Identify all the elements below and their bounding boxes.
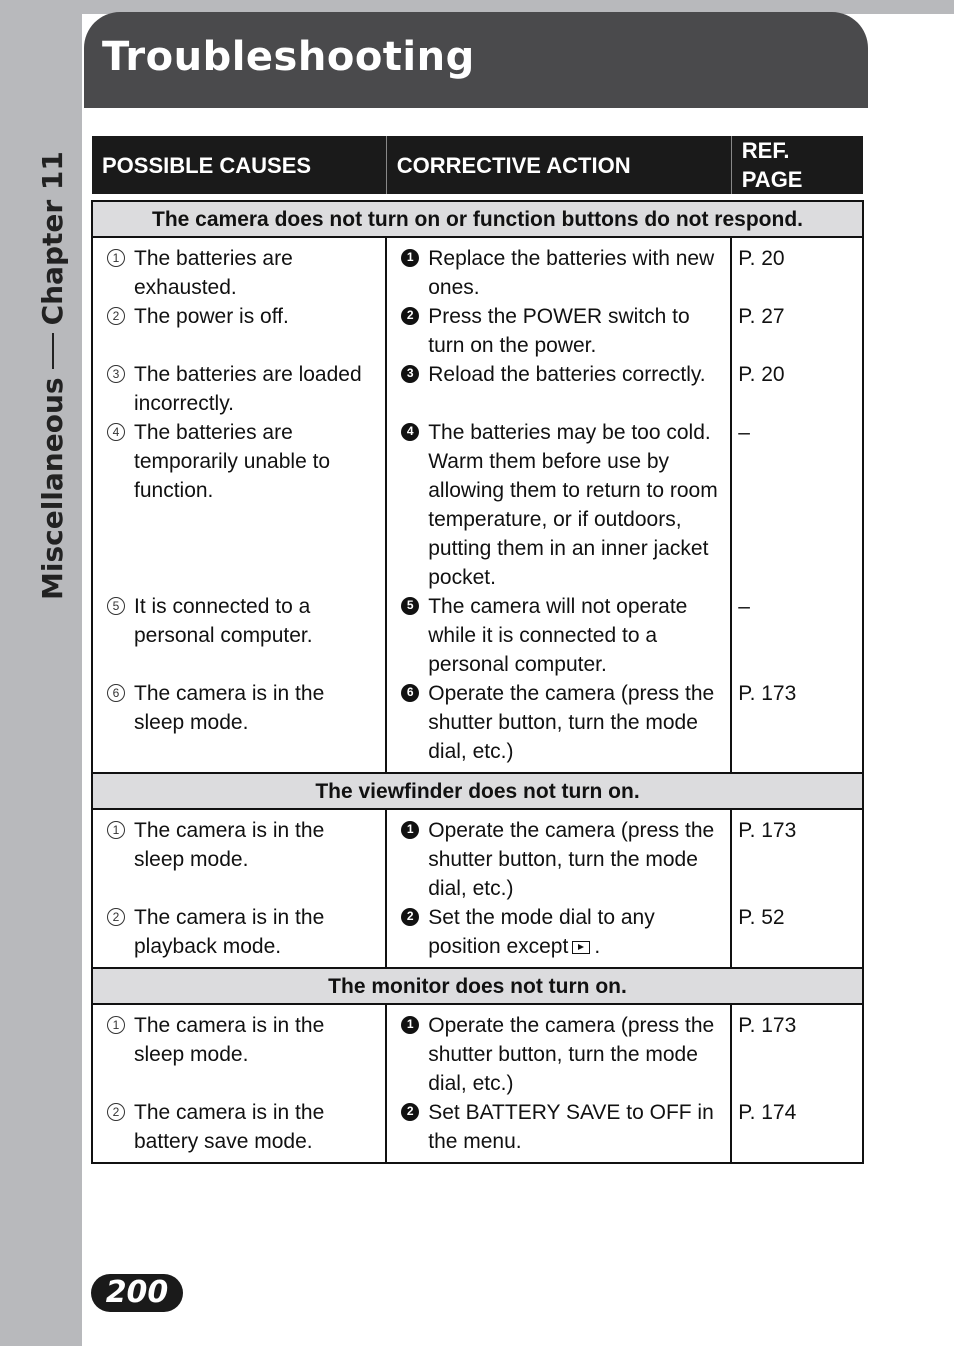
list-item: 2 Set the mode dial to any position except . bbox=[401, 903, 720, 961]
numbered-bullet-icon: 2 bbox=[401, 1103, 419, 1121]
numbered-bullet-icon: 1 bbox=[401, 249, 419, 267]
list-item: 2 Press the POWER switch to turn on the power. bbox=[401, 302, 720, 360]
list-item: 2 Set BATTERY SAVE to OFF in the menu. bbox=[401, 1098, 720, 1156]
list-item: 2 The power is off. bbox=[107, 302, 375, 360]
refs-cell bbox=[731, 809, 863, 968]
circled-number-icon: 2 bbox=[107, 307, 125, 325]
list-item: 5 It is connected to a personal computer. bbox=[107, 592, 375, 679]
playback-mode-icon bbox=[572, 941, 590, 954]
numbered-bullet-icon: 6 bbox=[401, 684, 419, 702]
list-item: 1 The camera is in the sleep mode. bbox=[107, 1011, 375, 1098]
causes-cell bbox=[92, 1004, 386, 1163]
page-number: 200 bbox=[91, 1274, 183, 1312]
section-title: The monitor does not turn on. bbox=[92, 968, 863, 1004]
ref-page: P. 173 bbox=[738, 682, 797, 705]
circled-number-icon: 2 bbox=[107, 908, 125, 926]
circled-number-icon: 1 bbox=[107, 249, 125, 267]
numbered-bullet-icon: 5 bbox=[401, 597, 419, 615]
list-item: 1 The batteries are exhausted. bbox=[107, 244, 375, 302]
list-item: 1 The camera is in the sleep mode. bbox=[107, 816, 375, 903]
list-item: 6 The camera is in the sleep mode. bbox=[107, 679, 375, 766]
list-item: 4 The batteries may be too cold. Warm them before use by allowing them to return to room temperature, or if outdoors, putting them in an inner jacket pocket. bbox=[401, 418, 720, 592]
chapter-name: Chapter 11 bbox=[36, 151, 69, 326]
circled-number-icon: 6 bbox=[107, 684, 125, 702]
actions-cell bbox=[386, 1004, 731, 1163]
section-header bbox=[92, 201, 863, 237]
causes-cell bbox=[92, 809, 386, 968]
list-item: 6 Operate the camera (press the shutter button, turn the mode dial, etc.) bbox=[401, 679, 720, 766]
ref-page: – bbox=[738, 595, 750, 618]
section-header bbox=[92, 968, 863, 1004]
refs-cell bbox=[731, 1004, 863, 1163]
ref-page: P. 174 bbox=[738, 1101, 797, 1124]
list-item: 1 Operate the camera (press the shutter button, turn the mode dial, etc.) bbox=[401, 1011, 720, 1098]
numbered-bullet-icon: 4 bbox=[401, 423, 419, 441]
list-item: 1 Operate the camera (press the shutter button, turn the mode dial, etc.) bbox=[401, 816, 720, 903]
actions-cell bbox=[386, 809, 731, 968]
title-banner bbox=[84, 12, 868, 108]
table-header-row bbox=[92, 136, 863, 194]
troubleshooting-table bbox=[91, 136, 864, 1164]
numbered-bullet-icon: 1 bbox=[401, 1016, 419, 1034]
ref-page: P. 20 bbox=[738, 363, 785, 386]
circled-number-icon: 5 bbox=[107, 597, 125, 615]
causes-cell bbox=[92, 237, 386, 773]
ref-page: – bbox=[738, 421, 750, 444]
page-title: Troubleshooting bbox=[102, 34, 475, 80]
numbered-bullet-icon: 2 bbox=[401, 908, 419, 926]
numbered-bullet-icon: 2 bbox=[401, 307, 419, 325]
circled-number-icon: 1 bbox=[107, 821, 125, 839]
refs-cell bbox=[731, 237, 863, 773]
circled-number-icon: 2 bbox=[107, 1103, 125, 1121]
col-header-action: CORRECTIVE ACTION bbox=[386, 136, 731, 194]
ref-page: P. 27 bbox=[738, 305, 785, 328]
table-row bbox=[92, 809, 863, 968]
col-header-ref: REF. PAGE bbox=[731, 136, 863, 194]
col-header-causes: POSSIBLE CAUSES bbox=[92, 136, 386, 194]
circled-number-icon: 1 bbox=[107, 1016, 125, 1034]
ref-page: P. 173 bbox=[738, 819, 797, 842]
list-item: 2 The camera is in the playback mode. bbox=[107, 903, 375, 961]
numbered-bullet-icon: 3 bbox=[401, 365, 419, 383]
table-row bbox=[92, 237, 863, 773]
ref-page: P. 20 bbox=[738, 247, 785, 270]
section-title: The camera does not turn on or function buttons do not respond. bbox=[92, 201, 863, 237]
section-title: The viewfinder does not turn on. bbox=[92, 773, 863, 809]
list-item: 4 The batteries are temporarily unable to function. bbox=[107, 418, 375, 592]
list-item: 3 Reload the batteries correctly. bbox=[401, 360, 720, 418]
label-dash bbox=[52, 333, 54, 369]
circled-number-icon: 4 bbox=[107, 423, 125, 441]
circled-number-icon: 3 bbox=[107, 365, 125, 383]
section-header bbox=[92, 773, 863, 809]
list-item: 5 The camera will not operate while it is connected to a personal computer. bbox=[401, 592, 720, 679]
actions-cell bbox=[386, 237, 731, 773]
table-row bbox=[92, 1004, 863, 1163]
list-item: 3 The batteries are loaded incorrectly. bbox=[107, 360, 375, 418]
ref-page: P. 52 bbox=[738, 906, 785, 929]
numbered-bullet-icon: 1 bbox=[401, 821, 419, 839]
ref-page: P. 173 bbox=[738, 1014, 797, 1037]
list-item: 1 Replace the batteries with new ones. bbox=[401, 244, 720, 302]
section-name: Miscellaneous bbox=[36, 377, 69, 600]
list-item: 2 The camera is in the battery save mode. bbox=[107, 1098, 375, 1156]
